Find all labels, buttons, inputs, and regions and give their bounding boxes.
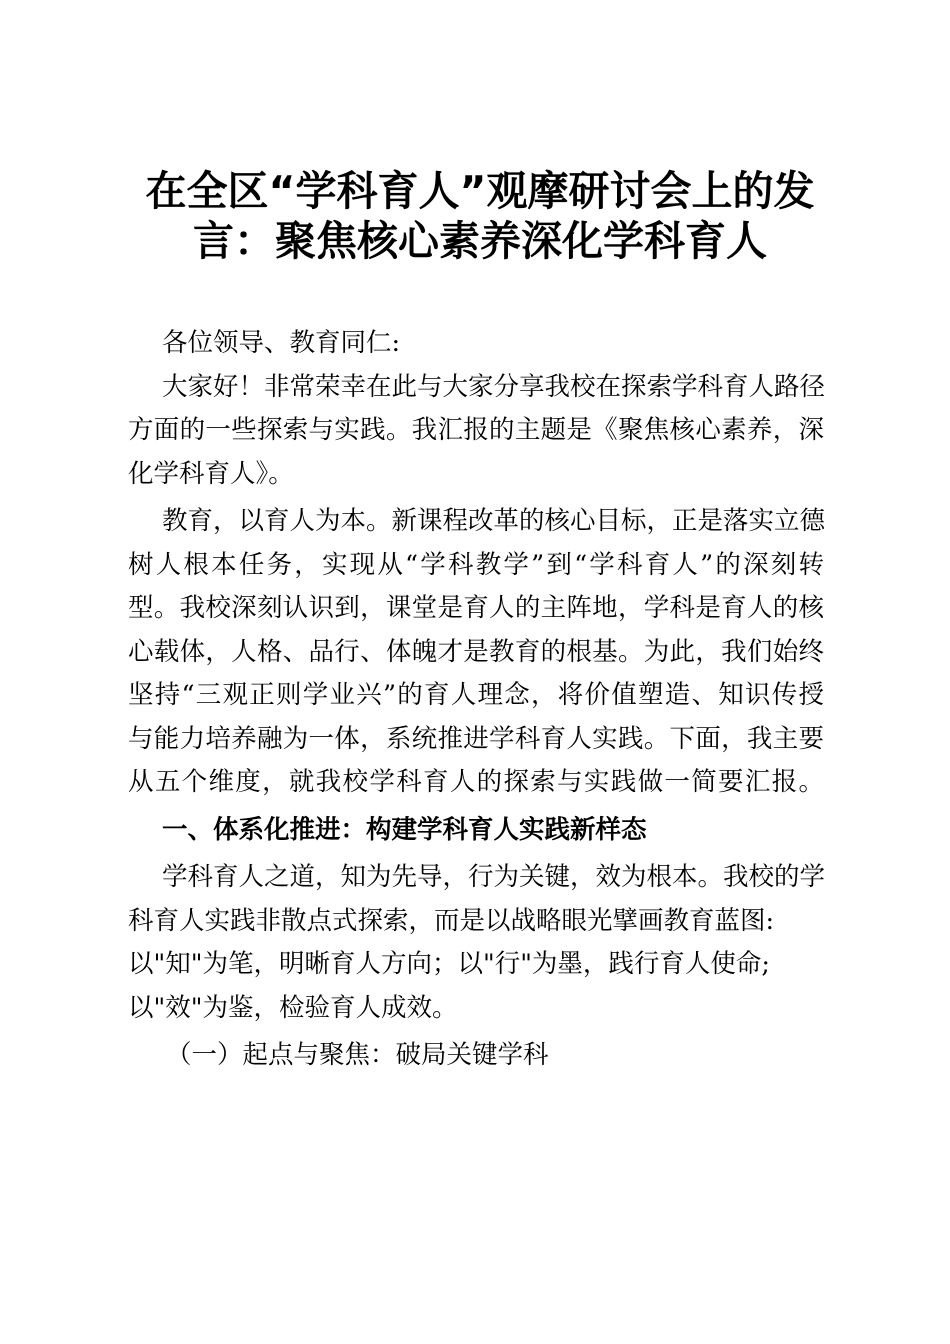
text-line: 化学科育人》。 [128, 458, 294, 489]
text-line: 型。我校深刻认识到，课堂是育人的主阵地，学科是育人的核 [128, 593, 824, 623]
text-line: 坚持“三观正则学业兴”的育人理念，将价值塑造、知识传授 [128, 680, 824, 710]
text-line: 学科育人之道，知为先导，行为关键，效为根本。我校的学 [162, 862, 826, 892]
text-line: 以"知"为笔，明晰育人方向；以"行"为墨，践行育人使命; [128, 949, 771, 979]
title-line: 言：聚焦核心素养深化学科育人 [193, 217, 767, 265]
document-title [120, 166, 840, 266]
text-line: 教育，以育人为本。新课程改革的核心目标，正是落实立德 [162, 506, 826, 536]
salutation: 各位领导、教育同仁: [162, 328, 401, 358]
paragraph-intro [128, 500, 824, 805]
text-line: 从五个维度，就我校学科育人的探索与实践做一简要汇报。 [128, 767, 824, 797]
text-line: 方面的一些探索与实践。我汇报的主题是《聚焦核心素养，深 [128, 415, 824, 445]
text-line: 树人根本任务，实现从“学科教学”到“学科育人”的深刻转 [128, 549, 824, 580]
text-line: 以"效"为鉴，检验育人成效。 [128, 992, 458, 1023]
text-line: 大家好！非常荣幸在此与大家分享我校在探索学科育人路径 [162, 371, 826, 402]
paragraph-section1 [128, 856, 824, 1030]
title-line: 在全区“学科育人”观摩研讨会上的发 [145, 167, 815, 215]
text-line: 心载体，人格、品行、体魄才是教育的根基。为此，我们始终 [128, 636, 824, 667]
subsection-heading: （一）起点与聚焦：破局关键学科 [166, 1040, 549, 1070]
document-body [128, 322, 824, 1078]
text-line: 科育人实践非散点式探索，而是以战略眼光擘画教育蓝图: [128, 905, 775, 936]
paragraph-greeting [128, 366, 824, 497]
section-heading: 一、体系化推进：构建学科育人实践新样态 [162, 814, 647, 845]
text-line: 与能力培养融为一体，系统推进学科育人实践。下面，我主要 [128, 723, 824, 754]
